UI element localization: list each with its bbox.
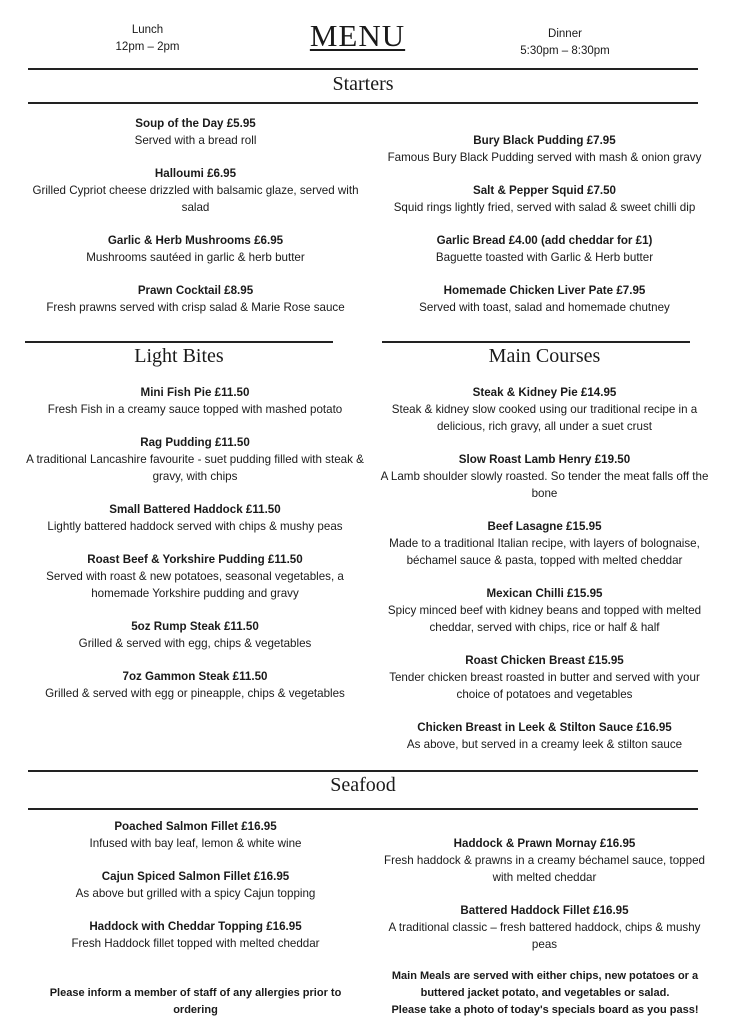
item-description: Mushrooms sautéed in garlic & herb butter <box>86 251 305 264</box>
item-name: 7oz Gammon Steak £11.50 <box>122 670 268 683</box>
item-description: Fresh prawns served with crisp salad & Marie Rose sauce <box>46 301 345 314</box>
menu-item <box>28 818 363 852</box>
item-description: Fresh haddock & prawns in a creamy béchamel sauce, topped with melted cheddar <box>384 854 705 884</box>
item-description: Famous Bury Black Pudding served with mash & onion gravy <box>387 151 702 164</box>
item-description: Lightly battered haddock served with chips & mushy peas <box>47 520 343 533</box>
item-name: Mini Fish Pie £11.50 <box>140 386 250 399</box>
item-description: Squid rings lightly fried, served with salad & sweet chilli dip <box>393 201 696 214</box>
item-name: Bury Black Pudding £7.95 <box>473 134 616 147</box>
menu-item <box>382 835 707 886</box>
item-description: Fresh Haddock fillet topped with melted cheddar <box>71 937 320 950</box>
menu-title: MENU <box>309 18 406 53</box>
menu-item <box>25 668 365 702</box>
menu-item <box>372 585 717 636</box>
item-name: Haddock with Cheddar Topping £16.95 <box>89 920 302 933</box>
item-name: Garlic & Herb Mushrooms £6.95 <box>107 234 284 247</box>
menu-item <box>372 518 717 569</box>
menu-item <box>25 551 365 602</box>
item-description: Spicy minced beef with kidney beans and topped with melted cheddar, served with chips, rice or half & half <box>387 604 702 634</box>
item-description: Served with roast & new potatoes, seasonal vegetables, a homemade Yorkshire pudding and gravy <box>46 570 344 600</box>
item-name: Small Battered Haddock £11.50 <box>109 503 281 516</box>
item-name: Soup of the Day £5.95 <box>135 117 256 130</box>
item-description: As above, but served in a creamy leek & stilton sauce <box>406 738 683 751</box>
dinner-label: Dinner <box>548 28 582 40</box>
starters-top-rule <box>28 68 698 70</box>
item-name: Garlic Bread £4.00 (add cheddar for £1) <box>436 234 653 247</box>
item-name: Haddock & Prawn Mornay £16.95 <box>453 837 636 850</box>
item-name: Battered Haddock Fillet £16.95 <box>460 904 629 917</box>
starters-right-column <box>372 132 717 332</box>
menu-item <box>372 384 717 435</box>
item-description: A Lamb shoulder slowly roasted. So tender the meat falls off the bone <box>380 470 709 500</box>
item-name: Halloumi £6.95 <box>154 167 237 180</box>
menu-item <box>382 902 707 953</box>
item-description: Baguette toasted with Garlic & Herb butter <box>435 251 654 264</box>
item-description: Served with a bread roll <box>134 134 257 147</box>
menu-item <box>28 165 363 216</box>
lunch-label: Lunch <box>131 24 164 36</box>
main-meals-note: Main Meals are served with either chips, new potatoes or a buttered jacket potato, and vegetables or salad. <box>391 970 699 999</box>
item-name: 5oz Rump Steak £11.50 <box>131 620 259 633</box>
item-name: Chicken Breast in Leek & Stilton Sauce £16.95 <box>417 721 672 734</box>
menu-item <box>28 868 363 902</box>
item-description: Grilled & served with egg, chips & vegetables <box>78 637 312 650</box>
seafood-top-rule <box>28 770 698 772</box>
item-name: Homemade Chicken Liver Pate £7.95 <box>443 284 646 297</box>
item-name: Steak & Kidney Pie £14.95 <box>472 386 617 399</box>
menu-item <box>25 501 365 535</box>
item-name: Roast Beef & Yorkshire Pudding £11.50 <box>87 553 303 566</box>
item-description: Grilled Cypriot cheese drizzled with balsamic glaze, served with salad <box>32 184 359 214</box>
menu-item <box>25 384 365 418</box>
menu-item <box>25 618 365 652</box>
item-name: Mexican Chilli £15.95 <box>486 587 603 600</box>
main-courses-rule <box>382 341 690 343</box>
sides-note <box>385 968 705 1019</box>
item-description: Fresh Fish in a creamy sauce topped with mashed potato <box>47 403 343 416</box>
item-description: Served with toast, salad and homemade chutney <box>419 301 670 314</box>
menu-item <box>372 182 717 216</box>
seafood-left-column <box>28 818 363 968</box>
menu-item <box>372 232 717 266</box>
item-description: Made to a traditional Italian recipe, with layers of bolognaise, béchamel sauce & pasta, topped with melted cheddar <box>389 537 700 567</box>
starters-heading: Starters <box>332 73 394 95</box>
seafood-heading: Seafood <box>330 774 396 796</box>
item-name: Beef Lasagne £15.95 <box>487 520 602 533</box>
item-name: Slow Roast Lamb Henry £19.50 <box>458 453 631 466</box>
allergy-note: Please inform a member of staff of any allergies prior to ordering <box>49 987 342 1016</box>
starters-bottom-rule <box>28 102 698 104</box>
menu-item <box>25 434 365 485</box>
menu-item <box>372 451 717 502</box>
item-description: As above but grilled with a spicy Cajun topping <box>75 887 316 900</box>
dinner-hours <box>505 26 625 60</box>
item-description: Steak & kidney slow cooked using our traditional recipe in a delicious, rich gravy, all under a suet crust <box>391 403 698 433</box>
item-name: Prawn Cocktail £8.95 <box>137 284 254 297</box>
item-description: A traditional Lancashire favourite - suet pudding filled with steak & gravy, with chips <box>26 453 364 483</box>
dinner-time: 5:30pm – 8:30pm <box>520 45 610 57</box>
lunch-time: 12pm – 2pm <box>115 41 180 53</box>
seafood-bottom-rule <box>28 808 698 810</box>
menu-item <box>28 282 363 316</box>
light-bites-column <box>25 384 365 718</box>
main-courses-heading: Main Courses <box>488 345 601 367</box>
menu-item <box>372 132 717 166</box>
item-description: Infused with bay leaf, lemon & white wine <box>89 837 302 850</box>
menu-item <box>28 918 363 952</box>
seafood-right-column <box>382 835 707 969</box>
specials-note: Please take a photo of today's specials board as you pass! <box>391 1004 699 1016</box>
item-description: A traditional classic – fresh battered haddock, chips & mushy peas <box>388 921 701 951</box>
light-bites-heading: Light Bites <box>134 345 224 367</box>
starters-left-column <box>28 115 363 332</box>
item-name: Poached Salmon Fillet £16.95 <box>114 820 277 833</box>
menu-item <box>372 282 717 316</box>
item-name: Salt & Pepper Squid £7.50 <box>472 184 617 197</box>
item-name: Rag Pudding £11.50 <box>140 436 250 449</box>
menu-item <box>372 719 717 753</box>
light-bites-rule <box>25 341 333 343</box>
item-name: Cajun Spiced Salmon Fillet £16.95 <box>101 870 290 883</box>
menu-item <box>28 232 363 266</box>
menu-item <box>372 652 717 703</box>
item-description: Tender chicken breast roasted in butter and served with your choice of potatoes and vegetables <box>389 671 700 701</box>
item-name: Roast Chicken Breast £15.95 <box>465 654 624 667</box>
lunch-hours <box>95 22 200 56</box>
menu-item <box>28 115 363 149</box>
main-courses-column <box>372 384 717 769</box>
item-description: Grilled & served with egg or pineapple, chips & vegetables <box>45 687 345 700</box>
